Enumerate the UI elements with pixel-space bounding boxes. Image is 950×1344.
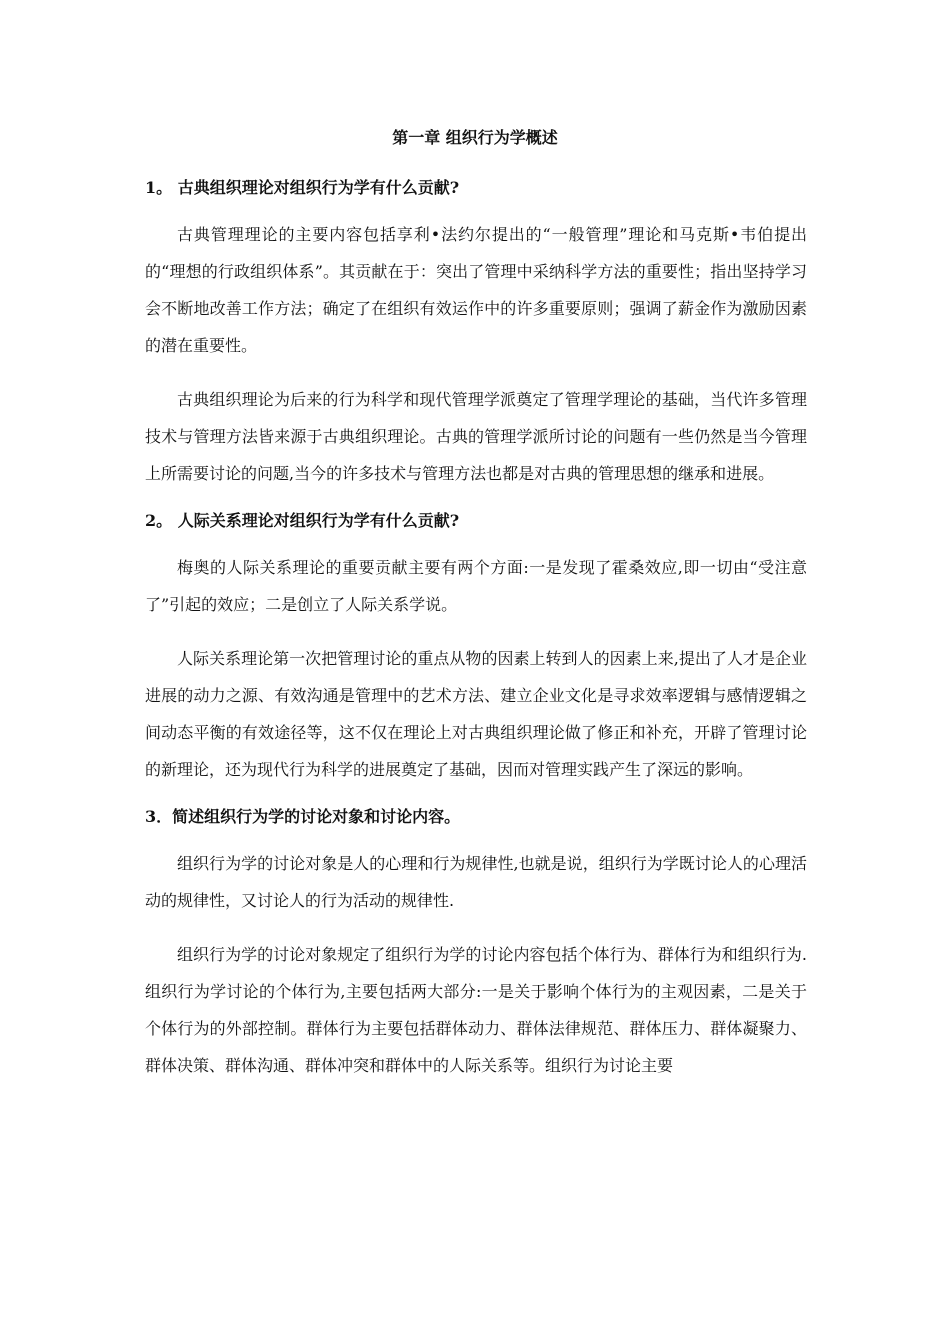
document-body	[145, 176, 807, 1101]
section-1	[145, 176, 807, 492]
section-question: 1。 古典组织理论对组织行为学有什么贡献?	[145, 178, 460, 197]
paragraph: 组织行为学的讨论对象规定了组织行为学的讨论内容包括个体行为、群体行为和组织行为.组织行为学讨论的个体行为,主要包括两大部分:一是关于影响个体行为的主观因素，二是关于个体行为的外部控制。群体行为主要包括群体动力、群体法律规范、群体压力、群体凝聚力、群体决策、群体沟通、群体冲突和群体中的人际关系等。组织行为讨论主要	[145, 945, 807, 1075]
paragraph: 古典组织理论为后来的行为科学和现代管理学派奠定了管理学理论的基础，当代许多管理技术与管理方法皆来源于古典组织理论。古典的管理学派所讨论的问题有一些仍然是当今管理上所需要讨论的问题,当今的许多技术与管理方法也都是对古典的管理思想的继承和进展。	[145, 390, 807, 483]
section-2	[145, 509, 807, 788]
paragraph: 梅奥的人际关系理论的重要贡献主要有两个方面:一是发现了霍桑效应,即一切由“受注意了”引起的效应；二是创立了人际关系学说。	[145, 558, 807, 614]
section-3	[145, 805, 807, 1084]
chapter-title: 第一章 组织行为学概述	[392, 128, 558, 147]
paragraph: 组织行为学的讨论对象是人的心理和行为规律性,也就是说，组织行为学既讨论人的心理活动的规律性，又讨论人的行为活动的规律性.	[145, 854, 807, 910]
section-question: 3．简述组织行为学的讨论对象和讨论内容。	[145, 807, 461, 826]
paragraph: 人际关系理论第一次把管理讨论的重点从物的因素上转到人的因素上来,提出了人才是企业进展的动力之源、有效沟通是管理中的艺术方法、建立企业文化是寻求效率逻辑与感情逻辑之间动态平衡的有效途径等，这不仅在理论上对古典组织理论做了修正和补充，开辟了管理讨论的新理论，还为现代行为科学的进展奠定了基础，因而对管理实践产生了深远的影响。	[145, 649, 807, 779]
paragraph: 古典管理理论的主要内容包括享利•法约尔提出的“一般管理”理论和马克斯•韦伯提出的“理想的行政组织体系”。其贡献在于：突出了管理中采纳科学方法的重要性；指出坚持学习会不断地改善工作方法；确定了在组织有效运作中的许多重要原则；强调了薪金作为激励因素的潜在重要性。	[145, 225, 807, 355]
section-question: 2。 人际关系理论对组织行为学有什么贡献?	[145, 511, 460, 530]
